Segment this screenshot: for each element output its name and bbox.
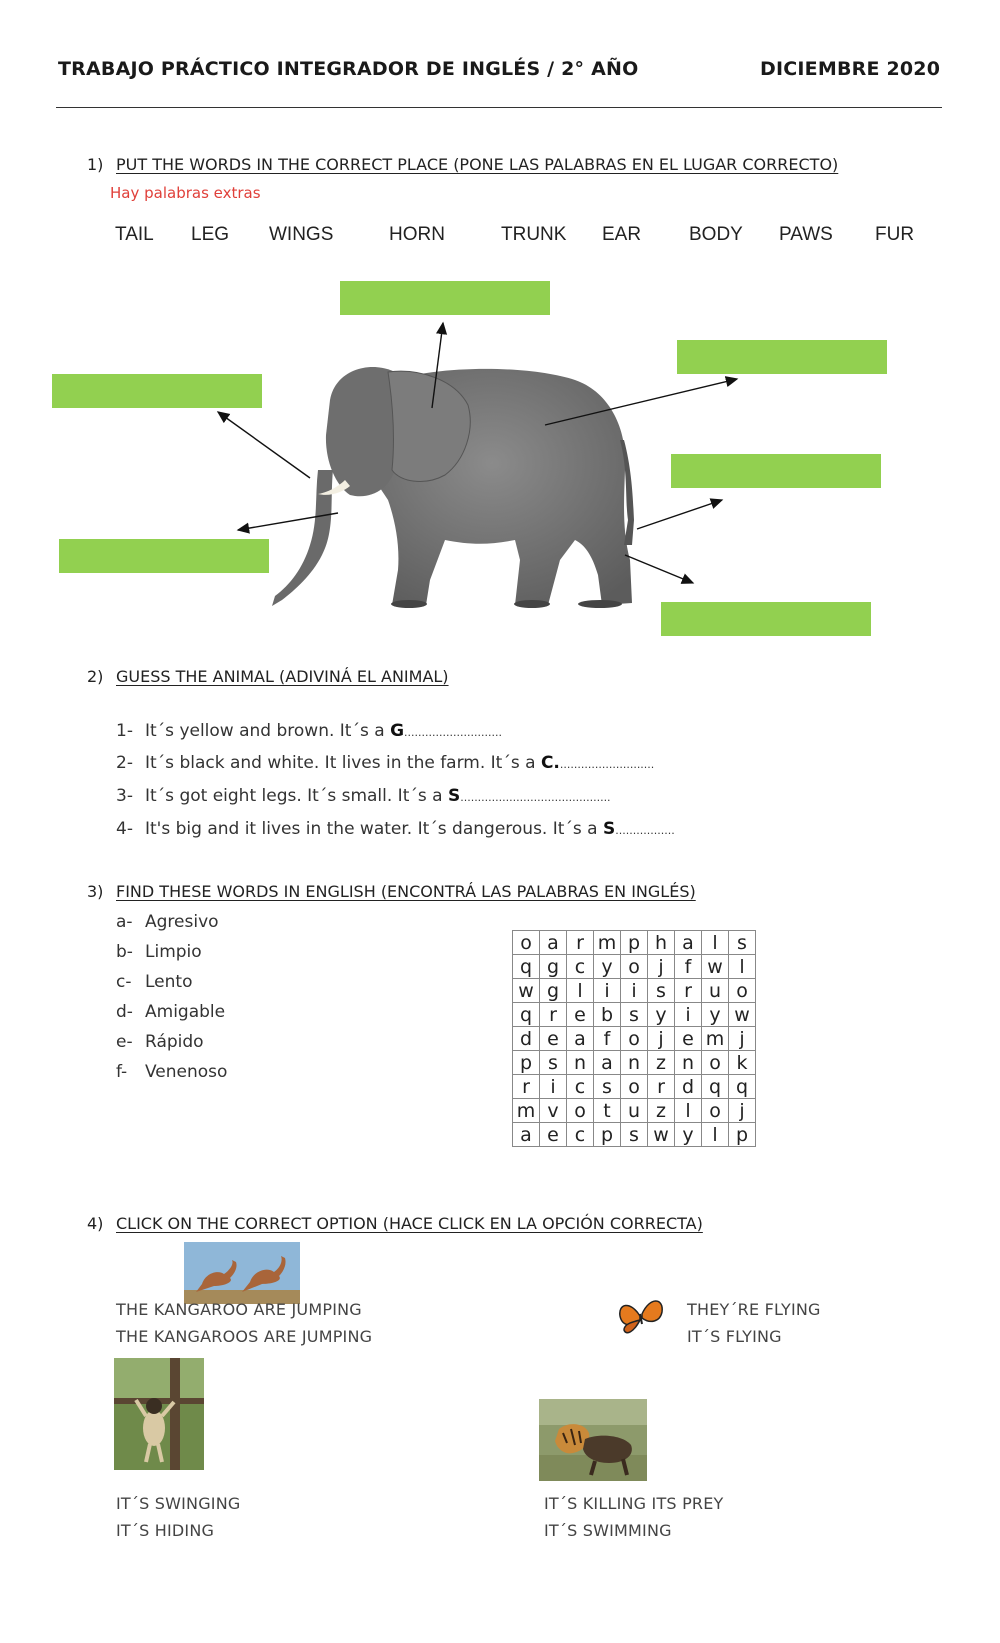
grid-cell[interactable]: q [729,1075,756,1099]
grid-row [513,1003,756,1027]
grid-cell[interactable]: u [702,979,729,1003]
vocab-item-e: Rápido [145,1032,204,1052]
option-tiger-2[interactable]: IT´S SWIMMING [544,1521,672,1540]
grid-row [513,1051,756,1075]
grid-cell[interactable]: a [567,1027,594,1051]
word-ear[interactable]: EAR [602,224,642,245]
grid-cell[interactable]: m [513,1099,540,1123]
grid-cell[interactable]: d [513,1027,540,1051]
section3-title: FIND THESE WORDS IN ENGLISH (ENCONTRÁ LAS PALABRAS EN INGLÉS) [116,882,696,901]
grid-cell[interactable]: r [513,1075,540,1099]
grid-cell[interactable]: o [621,955,648,979]
grid-cell[interactable]: f [675,955,702,979]
grid-cell[interactable]: o [729,979,756,1003]
option-butterfly-1[interactable]: THEY´RE FLYING [687,1300,821,1319]
guess-number-3: 3- [116,786,133,806]
grid-cell[interactable]: w [513,979,540,1003]
page-date: DICIEMBRE 2020 [760,58,941,80]
word-search-grid [512,930,756,1147]
guess-number-1: 1- [116,721,133,741]
option-monkey-1[interactable]: IT´S SWINGING [116,1494,241,1513]
grid-cell[interactable]: a [540,931,567,955]
grid-cell[interactable]: g [540,979,567,1003]
guess-item-3: It´s got eight legs. It´s small. It´s a S........................................... [145,786,611,806]
vocab-letter-d: d- [116,1002,133,1022]
vocab-letter-f: f- [116,1062,128,1082]
monkey-image [114,1358,204,1470]
grid-cell[interactable]: t [594,1099,621,1123]
grid-cell[interactable]: v [540,1099,567,1123]
grid-cell[interactable]: o [702,1051,729,1075]
grid-cell[interactable]: z [648,1099,675,1123]
grid-cell[interactable]: a [675,931,702,955]
arrow-to-tail-box [637,500,722,529]
grid-cell[interactable]: y [648,1003,675,1027]
grid-row [513,1027,756,1051]
grid-row [513,979,756,1003]
section2-title: GUESS THE ANIMAL (ADIVINÁ EL ANIMAL) [116,667,449,686]
grid-cell[interactable]: e [675,1027,702,1051]
section2-number: 2) [87,667,104,686]
grid-cell[interactable]: n [675,1051,702,1075]
word-horn[interactable]: HORN [389,224,445,245]
grid-cell[interactable]: j [648,955,675,979]
grid-row [513,1075,756,1099]
grid-cell[interactable]: j [729,1099,756,1123]
vocab-item-b: Limpio [145,942,202,962]
grid-cell[interactable]: o [567,1099,594,1123]
word-trunk[interactable]: TRUNK [501,224,567,245]
grid-cell[interactable]: s [594,1075,621,1099]
grid-cell[interactable]: r [648,1075,675,1099]
grid-cell[interactable]: i [594,979,621,1003]
grid-cell[interactable]: e [540,1027,567,1051]
guess-item-1: It´s yellow and brown. It´s a G............................ [145,721,502,741]
grid-cell[interactable]: y [675,1123,702,1147]
grid-cell[interactable]: l [675,1099,702,1123]
word-leg[interactable]: LEG [191,224,230,245]
tiger-image [539,1399,647,1481]
grid-cell[interactable]: w [729,1003,756,1027]
grid-cell[interactable]: l [702,931,729,955]
elephant-illustration [0,0,1000,680]
section1-title: PUT THE WORDS IN THE CORRECT PLACE (PONE LAS PALABRAS EN EL LUGAR CORRECTO) [116,155,839,174]
section1-note: Hay palabras extras [110,184,261,202]
section1-number: 1) [87,155,104,174]
grid-cell[interactable]: n [567,1051,594,1075]
grid-row [513,1123,756,1147]
grid-cell[interactable]: j [648,1027,675,1051]
grid-cell[interactable]: p [513,1051,540,1075]
grid-cell[interactable]: l [729,955,756,979]
grid-cell[interactable]: z [648,1051,675,1075]
grid-cell[interactable]: p [594,1123,621,1147]
guess-item-2: It´s black and white. It lives in the farm. It´s a C............................ [145,753,655,773]
grid-cell[interactable]: s [729,931,756,955]
grid-cell[interactable]: q [702,1075,729,1099]
grid-cell[interactable]: s [621,1123,648,1147]
kangaroo-image [184,1242,300,1304]
grid-cell[interactable]: n [621,1051,648,1075]
vocab-item-a: Agresivo [145,912,219,932]
butterfly-image [614,1290,666,1342]
grid-cell[interactable]: l [567,979,594,1003]
grid-cell[interactable]: s [648,979,675,1003]
grid-cell[interactable]: o [702,1099,729,1123]
option-monkey-2[interactable]: IT´S HIDING [116,1521,215,1540]
grid-cell[interactable]: o [513,931,540,955]
word-fur[interactable]: FUR [875,224,915,245]
word-wings[interactable]: WINGS [269,224,334,245]
grid-cell[interactable]: a [594,1051,621,1075]
grid-cell[interactable]: q [513,1003,540,1027]
word-body[interactable]: BODY [689,224,743,245]
grid-cell[interactable]: i [621,979,648,1003]
grid-row [513,955,756,979]
vocab-item-d: Amigable [145,1002,226,1022]
arrow-to-leg-box [625,555,693,583]
grid-cell[interactable]: f [594,1027,621,1051]
grid-cell[interactable]: b [594,1003,621,1027]
option-tiger-1[interactable]: IT´S KILLING ITS PREY [544,1494,724,1513]
elephant-trunk [272,470,333,606]
grid-cell[interactable]: c [567,1075,594,1099]
grid-cell[interactable]: m [594,931,621,955]
vocab-letter-e: e- [116,1032,133,1052]
grid-cell[interactable]: e [540,1123,567,1147]
grid-row [513,931,756,955]
grid-cell[interactable]: m [702,1027,729,1051]
grid-cell[interactable]: s [540,1051,567,1075]
word-paws[interactable]: PAWS [779,224,833,245]
grid-cell[interactable]: y [702,1003,729,1027]
grid-cell[interactable]: s [621,1003,648,1027]
guess-item-4: It's big and it lives in the water. It´s dangerous. It´s a S................. [145,819,675,839]
grid-cell[interactable]: p [621,931,648,955]
arrow-to-tusk-box [218,412,310,478]
grid-cell[interactable]: o [621,1027,648,1051]
grid-cell[interactable]: g [540,955,567,979]
grid-cell[interactable]: j [729,1027,756,1051]
grid-cell[interactable]: k [729,1051,756,1075]
grid-cell[interactable]: r [567,931,594,955]
guess-number-2: 2- [116,753,133,773]
grid-cell[interactable]: w [648,1123,675,1147]
vocab-item-f: Venenoso [145,1062,228,1082]
vocab-letter-b: b- [116,942,133,962]
grid-cell[interactable]: u [621,1099,648,1123]
grid-cell[interactable]: r [540,1003,567,1027]
grid-cell[interactable]: l [702,1123,729,1147]
option-kangaroo-1[interactable]: THE KANGAROO ARE JUMPING [116,1300,362,1319]
vocab-letter-a: a- [116,912,133,932]
grid-cell[interactable]: y [594,955,621,979]
option-butterfly-2[interactable]: IT´S FLYING [687,1327,782,1346]
vocab-letter-c: c- [116,972,132,992]
grid-cell[interactable]: q [513,955,540,979]
grid-cell[interactable]: p [729,1123,756,1147]
grid-cell[interactable]: d [675,1075,702,1099]
grid-cell[interactable]: i [675,1003,702,1027]
grid-row [513,1099,756,1123]
section4-title: CLICK ON THE CORRECT OPTION (HACE CLICK EN LA OPCIÓN CORRECTA) [116,1214,703,1233]
grid-cell[interactable]: o [621,1075,648,1099]
grid-cell[interactable]: w [702,955,729,979]
grid-cell[interactable]: r [675,979,702,1003]
grid-cell[interactable]: i [540,1075,567,1099]
word-tail[interactable]: TAIL [115,224,154,245]
guess-number-4: 4- [116,819,133,839]
page-title: TRABAJO PRÁCTICO INTEGRADOR DE INGLÉS / 2° AÑO [58,58,639,80]
vocab-item-c: Lento [145,972,193,992]
grid-cell[interactable]: e [567,1003,594,1027]
section3-number: 3) [87,882,104,901]
grid-cell[interactable]: c [567,955,594,979]
section4-number: 4) [87,1214,104,1233]
grid-cell[interactable]: c [567,1123,594,1147]
grid-cell[interactable]: a [513,1123,540,1147]
option-kangaroo-2[interactable]: THE KANGAROOS ARE JUMPING [116,1327,373,1346]
grid-cell[interactable]: h [648,931,675,955]
